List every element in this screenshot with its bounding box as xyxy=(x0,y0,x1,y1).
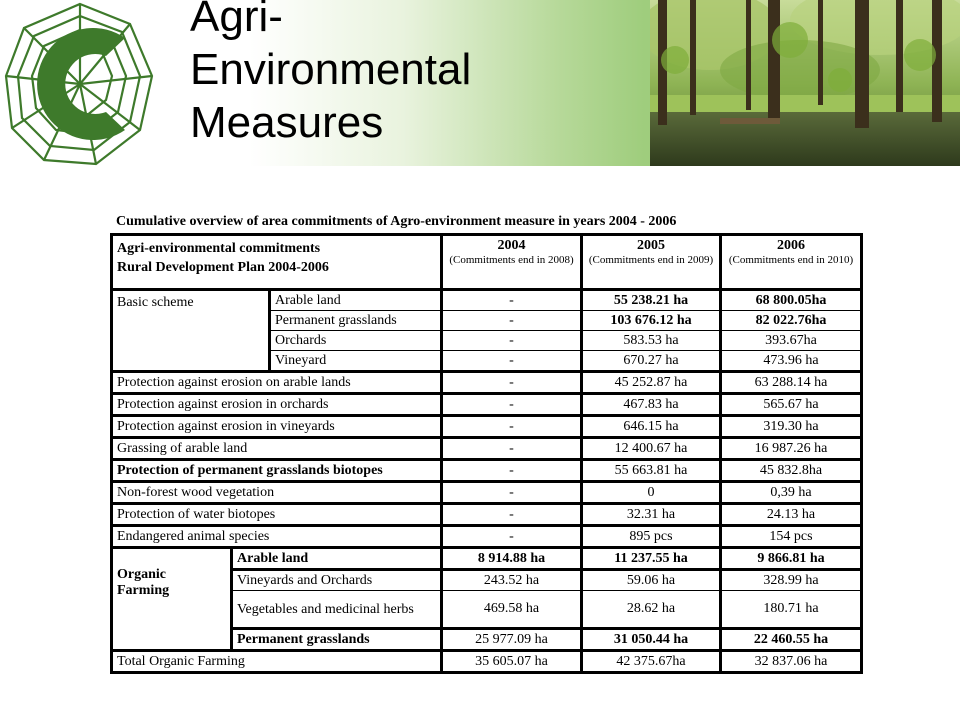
cell-2004: - xyxy=(442,351,582,372)
title-line-1: Agri- xyxy=(190,0,283,41)
cell-2005: 895 pcs xyxy=(582,526,721,548)
cell-2005: 583.53 ha xyxy=(582,331,721,351)
cell-2005: 670.27 ha xyxy=(582,351,721,372)
header-year-2005 xyxy=(582,235,721,290)
row-label: Protection against erosion in orchards xyxy=(112,394,442,416)
cell-2006: 82 022.76ha xyxy=(721,311,862,331)
cell-2004: - xyxy=(442,290,582,311)
row-label: Endangered animal species xyxy=(112,526,442,548)
table-header-row xyxy=(112,235,862,290)
cell-2004: - xyxy=(442,331,582,351)
year-2004-note: (Commitments end in 2008) xyxy=(449,254,574,266)
row-label: Vegetables and medicinal herbs xyxy=(232,591,442,629)
table-row xyxy=(112,504,862,526)
year-2004-label: 2004 xyxy=(497,238,526,253)
row-label: Protection of water biotopes xyxy=(112,504,442,526)
row-label: Protection against erosion in vineyards xyxy=(112,416,442,438)
cell-2004: - xyxy=(442,438,582,460)
cell-2005: 12 400.67 ha xyxy=(582,438,721,460)
row-label: Arable land xyxy=(270,290,442,311)
cell-2006: 32 837.06 ha xyxy=(721,651,862,673)
cell-2006: 180.71 ha xyxy=(721,591,862,629)
organic-label-line-2: Farming xyxy=(117,583,170,598)
cell-2005: 42 375.67ha xyxy=(582,651,721,673)
cell-2006: 0,39 ha xyxy=(721,482,862,504)
table-row xyxy=(112,482,862,504)
organic-label-line-1: Organic xyxy=(117,567,166,582)
table-row xyxy=(112,460,862,482)
row-label: Protection against erosion on arable lands xyxy=(112,372,442,394)
cell-2006: 393.67ha xyxy=(721,331,862,351)
cell-2006: 24.13 ha xyxy=(721,504,862,526)
title-line-3: Measures xyxy=(190,98,384,147)
row-label: Non-forest wood vegetation xyxy=(112,482,442,504)
table-row xyxy=(112,416,862,438)
cell-2006: 16 987.26 ha xyxy=(721,438,862,460)
row-label: Vineyard xyxy=(270,351,442,372)
header-label-line-2: Rural Development Plan 2004-2006 xyxy=(117,260,329,275)
title-line-2: Environmental xyxy=(190,45,472,94)
cell-2005: 55 663.81 ha xyxy=(582,460,721,482)
header-label-cell xyxy=(112,235,442,290)
row-label: Permanent grasslands xyxy=(232,629,442,651)
cell-2006: 63 288.14 ha xyxy=(721,372,862,394)
cell-2004: - xyxy=(442,504,582,526)
cell-2005: 0 xyxy=(582,482,721,504)
logo-icon xyxy=(0,0,160,166)
cell-2004: 469.58 ha xyxy=(442,591,582,629)
table-row xyxy=(112,526,862,548)
row-label: Orchards xyxy=(270,331,442,351)
table-row xyxy=(112,372,862,394)
cell-2004: 25 977.09 ha xyxy=(442,629,582,651)
cell-2004: - xyxy=(442,311,582,331)
cell-2006: 328.99 ha xyxy=(721,570,862,591)
cell-2006: 319.30 ha xyxy=(721,416,862,438)
row-label: Permanent grasslands xyxy=(270,311,442,331)
header-banner xyxy=(0,0,960,166)
row-label: Protection of permanent grasslands biotopes xyxy=(112,460,442,482)
row-label: Grassing of arable land xyxy=(112,438,442,460)
cell-2004: - xyxy=(442,460,582,482)
cell-2004: 35 605.07 ha xyxy=(442,651,582,673)
page-title xyxy=(190,0,471,149)
cell-2006: 565.67 ha xyxy=(721,394,862,416)
cell-2005: 32.31 ha xyxy=(582,504,721,526)
table-row xyxy=(112,394,862,416)
header-year-2004 xyxy=(442,235,582,290)
cell-2005: 45 252.87 ha xyxy=(582,372,721,394)
header-label-line-1: Agri-environmental commitments xyxy=(117,241,321,256)
cell-2004: - xyxy=(442,394,582,416)
cell-2004: 243.52 ha xyxy=(442,570,582,591)
cell-2005: 467.83 ha xyxy=(582,394,721,416)
commitments-table xyxy=(110,233,863,674)
forest-photo xyxy=(650,0,960,166)
cell-2005: 59.06 ha xyxy=(582,570,721,591)
cell-2006: 473.96 ha xyxy=(721,351,862,372)
table-row xyxy=(112,548,862,570)
cell-2004: - xyxy=(442,416,582,438)
row-label: Vineyards and Orchards xyxy=(232,570,442,591)
header-year-2006 xyxy=(721,235,862,290)
cell-2006: 22 460.55 ha xyxy=(721,629,862,651)
cell-2005: 55 238.21 ha xyxy=(582,290,721,311)
row-label: Arable land xyxy=(232,548,442,570)
cell-2004: 8 914.88 ha xyxy=(442,548,582,570)
basic-scheme-label: Basic scheme xyxy=(112,290,270,372)
year-2006-note: (Commitments end in 2010) xyxy=(728,254,854,266)
cell-2006: 9 866.81 ha xyxy=(721,548,862,570)
year-2005-note: (Commitments end in 2009) xyxy=(588,254,714,266)
cell-2005: 11 237.55 ha xyxy=(582,548,721,570)
year-2005-label: 2005 xyxy=(637,238,665,253)
table-row-total xyxy=(112,651,862,673)
table-row xyxy=(112,438,862,460)
cell-2006: 154 pcs xyxy=(721,526,862,548)
cell-2006: 68 800.05ha xyxy=(721,290,862,311)
cell-2004: - xyxy=(442,482,582,504)
organic-farming-label xyxy=(112,548,232,651)
row-label: Total Organic Farming xyxy=(112,651,442,673)
cell-2005: 28.62 ha xyxy=(582,591,721,629)
cell-2005: 103 676.12 ha xyxy=(582,311,721,331)
table-caption: Cumulative overview of area commitments of Agro-environment measure in years 2004 - 2006 xyxy=(116,214,677,229)
cell-2006: 45 832.8ha xyxy=(721,460,862,482)
table-row xyxy=(112,290,862,311)
cell-2005: 31 050.44 ha xyxy=(582,629,721,651)
cell-2004: - xyxy=(442,372,582,394)
cell-2005: 646.15 ha xyxy=(582,416,721,438)
year-2006-label: 2006 xyxy=(777,238,805,253)
cell-2004: - xyxy=(442,526,582,548)
